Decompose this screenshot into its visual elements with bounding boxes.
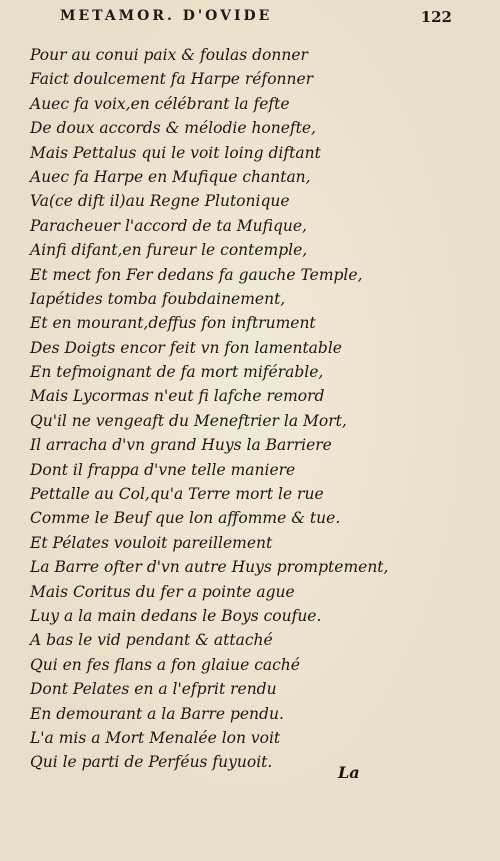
verse-line: Qu'il ne vengeaft du Meneftrier la Mort, <box>30 411 347 430</box>
verse-line: La Barre ofter d'vn autre Huys promptement, <box>30 558 389 577</box>
verse-line: Pour au conui paix & foulas donner <box>30 46 308 64</box>
verse-line: Et Pélates vouloit pareillement <box>30 533 273 552</box>
verse-line: Iapétides tomba foubdainement, <box>30 289 286 308</box>
verse-line: Pettalle au Col,qu'a Terre mort le rue <box>30 485 324 504</box>
verse-line: Va(ce dift il)au Regne Plutonique <box>30 192 290 211</box>
verse-line: Ainfi difant,en fureur le contemple, <box>30 241 308 260</box>
verse-line: A bas le vid pendant & attaché <box>30 631 273 650</box>
verse-line: En demourant a la Barre pendu. <box>30 704 284 723</box>
verse-line: Paracheuer l'accord de ta Mufique, <box>30 216 307 235</box>
verse-line: Auec fa voix,en célébrant la fefte <box>30 94 290 113</box>
verse-line: Comme le Beuf que lon affomme & tue. <box>30 509 341 528</box>
verse-line: Et mect fon Fer dedans fa gauche Temple, <box>30 265 363 284</box>
verse-line: L'a mis a Mort Menalée lon voit <box>30 728 281 747</box>
verse-line: Qui en fes flans a fon glaiue caché <box>30 655 300 674</box>
verse-line: Mais Coritus du fer a pointe ague <box>30 582 295 601</box>
verse-line: Et en mourant,deffus fon inftrument <box>30 314 316 333</box>
verse-line: De doux accords & mélodie honefte, <box>30 119 316 138</box>
page-number: 122 <box>420 8 452 26</box>
verse-line: Luy a la main dedans le Boys coufue. <box>30 606 322 625</box>
verse-line: Il arracha d'vn grand Huys la Barriere <box>30 436 332 455</box>
verse-line: Mais Pettalus qui le voit loing diftant <box>30 143 321 162</box>
running-head <box>60 8 460 28</box>
verse-line: Des Doigts encor feit vn fon lamentable <box>30 338 342 357</box>
running-title: METAMOR. D'OVIDE <box>60 8 273 24</box>
verse-line: Dont Pelates en a l'efprit rendu <box>30 680 277 699</box>
verse-line: Faict doulcement fa Harpe réfonner <box>30 70 314 89</box>
catchword: La <box>338 763 360 782</box>
verse-line: En tefmoignant de fa mort miférable, <box>30 363 324 382</box>
verse-line: Auec fa Harpe en Mufique chantan, <box>30 167 311 186</box>
verse-line: Dont il frappa d'vne telle maniere <box>30 460 296 479</box>
verse-line: Mais Lycormas n'eut fi lafche remord <box>30 387 325 406</box>
verse-block <box>30 43 470 775</box>
verse-line: Qui le parti de Perféus fuyuoit. <box>30 753 273 772</box>
